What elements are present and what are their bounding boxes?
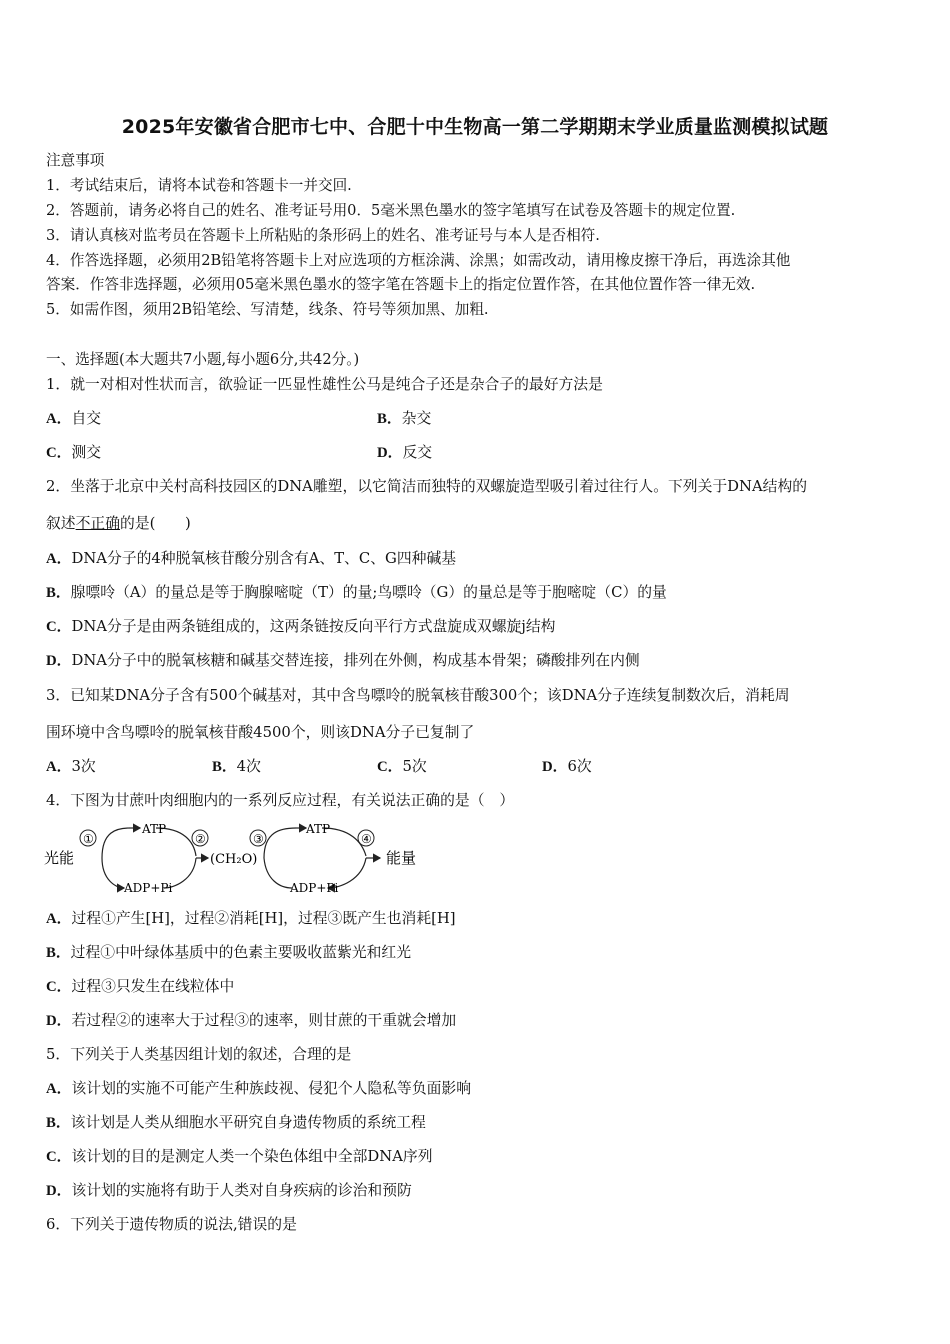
q3-stem-line2: 围环境中含鸟嘌呤的脱氧核苷酸4500个，则该DNA分子已复制了 xyxy=(46,724,475,741)
diagram-adp-1: ADP+Pi xyxy=(124,881,173,895)
q3-option-a: A．3次 xyxy=(46,758,96,775)
diagram-energy: 能量 xyxy=(386,849,417,867)
notice-item: 3．请认真核对监考员在答题卡上所粘贴的条形码上的姓名、准考证号与本人是否相符. xyxy=(46,227,600,244)
q1-option-d: D．反交 xyxy=(377,444,433,461)
diagram-light-energy: 光能 xyxy=(44,849,75,867)
q3-option-c: C．5次 xyxy=(377,758,427,775)
diagram-step-1: ① xyxy=(83,832,94,846)
q5-option-c: C．该计划的目的是测定人类一个染色体组中全部DNA序列 xyxy=(46,1148,433,1165)
q2-option-d: D．DNA分子中的脱氧核糖和碱基交替连接，排列在外侧，构成基本骨架；磷酸排列在内侧 xyxy=(46,652,640,669)
q2-option-c: C．DNA分子是由两条链组成的，这两条链按反向平行方式盘旋成双螺旋j结构 xyxy=(46,618,556,635)
q4-option-c: C．过程③只发生在线粒体中 xyxy=(46,978,235,995)
q1-stem: 1．就一对相对性状而言，欲验证一匹显性雄性公马是纯合子还是杂合子的最好方法是 xyxy=(46,376,603,393)
q2-option-a: A．DNA分子的4种脱氧核苷酸分别含有A、T、C、G四种碱基 xyxy=(46,550,457,567)
diagram-ch2o: (CH₂O) xyxy=(210,852,258,867)
q4-reaction-diagram xyxy=(44,818,424,902)
diagram-adp-2: ADP+Pi xyxy=(290,881,339,895)
q1-option-a: A．自交 xyxy=(46,410,102,427)
q2-stem-line2: 叙述不正确的是( ) xyxy=(46,515,191,532)
q6-stem: 6．下列关于遗传物质的说法,错误的是 xyxy=(46,1216,297,1233)
diagram-step-3: ③ xyxy=(253,832,264,846)
notice-item: 4．作答选择题，必须用2B铅笔将答题卡上对应选项的方框涂满、涂黑；如需改动，请用橡皮擦干净后，再选涂其他 xyxy=(46,252,791,269)
section-heading: 一、选择题(本大题共7小题,每小题6分,共42分。) xyxy=(46,351,360,368)
q5-option-d: D．该计划的实施将有助于人类对自身疾病的诊治和预防 xyxy=(46,1182,412,1199)
diagram-arc-1-top xyxy=(102,828,130,858)
q2-underlined-word: 不正确 xyxy=(75,515,121,532)
q1-option-b: B．杂交 xyxy=(377,410,432,427)
q3-stem-line1: 3．已知某DNA分子含有500个碱基对，其中含鸟嘌呤的脱氧核苷酸300个；该DNA分子连续复制数次后，消耗周 xyxy=(46,687,790,704)
q5-option-a: A．该计划的实施不可能产生种族歧视、侵犯个人隐私等负面影响 xyxy=(46,1080,472,1097)
diagram-step-4: ④ xyxy=(361,832,372,846)
diagram-atp-2: ATP xyxy=(306,822,331,836)
notice-heading: 注意事项 xyxy=(46,152,105,169)
q5-option-b: B．该计划是人类从细胞水平研究自身遗传物质的系统工程 xyxy=(46,1114,426,1131)
q2-stem-line1: 2．坐落于北京中关村高科技园区的DNA雕塑，以它简洁而独特的双螺旋造型吸引着过往行人。下列关于DNA结构的 xyxy=(46,478,808,495)
notice-item: 答案．作答非选择题，必须用05毫米黑色墨水的签字笔在答题卡上的指定位置作答，在其他位置作答一律无效. xyxy=(46,276,756,293)
q3-option-b: B．4次 xyxy=(212,758,261,775)
diagram-step-2: ② xyxy=(195,832,206,846)
q4-option-d: D．若过程②的速率大于过程③的速率，则甘蔗的干重就会增加 xyxy=(46,1012,457,1029)
q4-option-a: A．过程①产生[H]，过程②消耗[H]，过程③既产生也消耗[H] xyxy=(46,910,456,927)
q1-option-c: C．测交 xyxy=(46,444,102,461)
q3-option-d: D．6次 xyxy=(542,758,592,775)
q4-option-b: B．过程①中叶绿体基质中的色素主要吸收蓝紫光和红光 xyxy=(46,944,412,961)
diagram-atp-1: ATP xyxy=(142,822,167,836)
q5-stem: 5．下列关于人类基因组计划的叙述，合理的是 xyxy=(46,1046,352,1063)
q2-option-b: B．腺嘌呤（A）的量总是等于胸腺嘧啶（T）的量;鸟嘌呤（G）的量总是等于胞嘧啶（C）的量 xyxy=(46,584,667,601)
notice-item: 5．如需作图，须用2B铅笔绘、写清楚，线条、符号等须加黑、加粗. xyxy=(46,301,489,318)
exam-title: 2025年安徽省合肥市七中、合肥十中生物高一第二学期期末学业质量监测模拟试题 xyxy=(121,116,829,138)
notice-item: 2．答题前，请务必将自己的姓名、准考证号用0．5毫米黑色墨水的签字笔填写在试卷及答题卡的规定位置. xyxy=(46,202,736,219)
q4-stem: 4．下图为甘蔗叶肉细胞内的一系列反应过程，有关说法正确的是（ ） xyxy=(46,792,515,809)
notice-item: 1．考试结束后，请将本试卷和答题卡一并交回. xyxy=(46,177,352,194)
